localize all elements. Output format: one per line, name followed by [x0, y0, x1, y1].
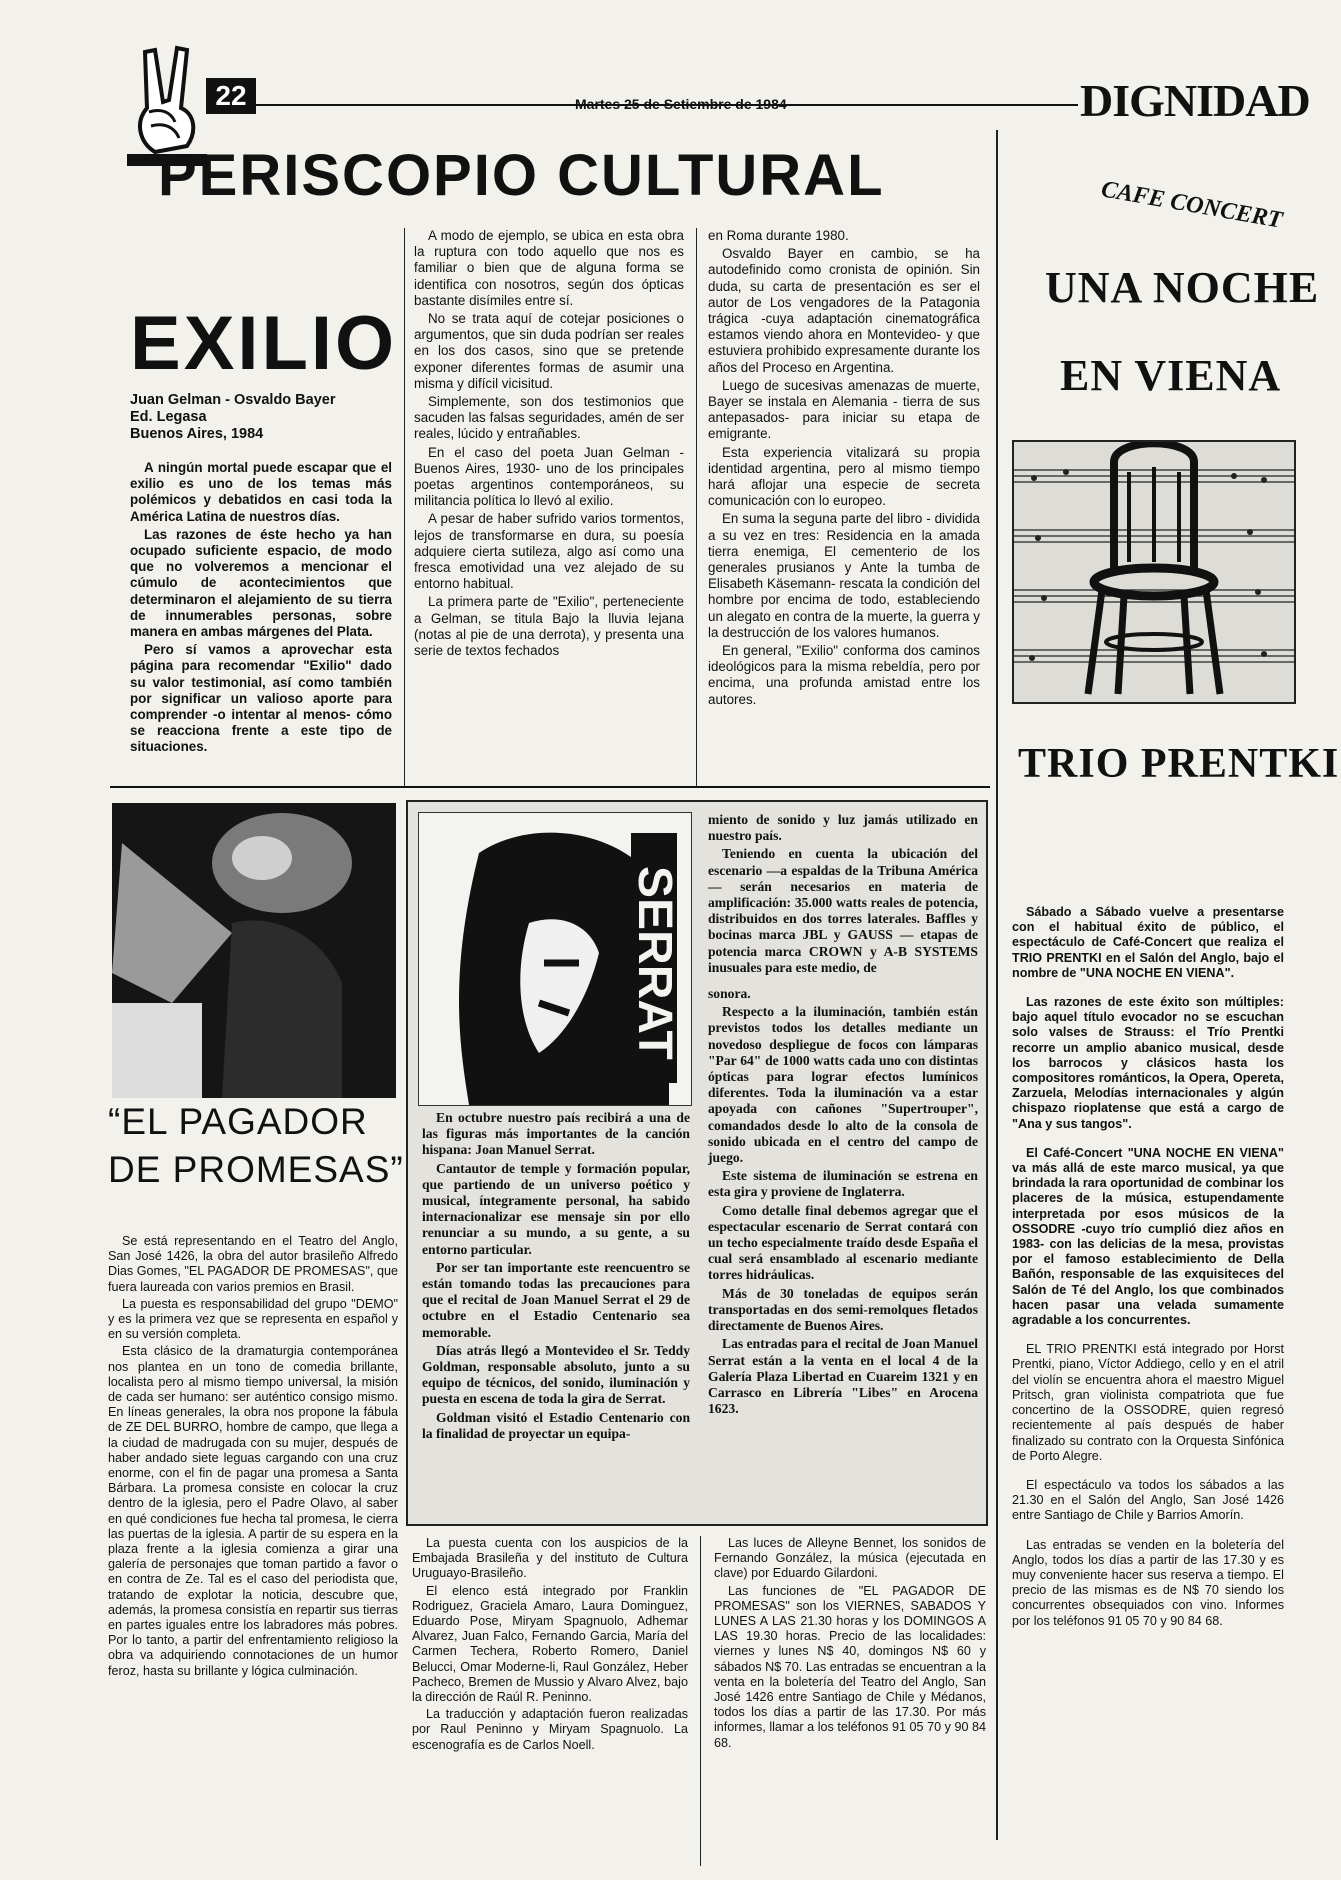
serrat-paragraph: Goldman visitó el Estadio Centenario con la finalidad de proyectar un equipa- [422, 1409, 690, 1441]
theatre-photo [112, 803, 396, 1098]
pagador-paragraph: Las luces de Alleyne Bennet, los sonidos de Fernando González, la música (ejecutada en clave) por Eduardo Gilardoni. [714, 1536, 986, 1581]
cafe-paragraph: El espectáculo va todos los sábados a las 21.30 en el Salón del Anglo, San José 1426 entre Santiago de Chile y Barrios Amorín. [1012, 1477, 1284, 1523]
credit-place: Buenos Aires, 1984 [130, 426, 264, 442]
exilio-col-2 [414, 228, 684, 661]
exilio-paragraph: A modo de ejemplo, se ubica en esta obra la ruptura con todo aquello que nos es familiar o bien que de alguna forma se identifica con nosotros, según dos ópticas bastante disímiles entre sí. [414, 228, 684, 308]
exilio-paragraph: Simplemente, son dos testimonios que sacuden las falsas seguridades, amén de ser reales, lúcido y entrañables. [414, 394, 684, 442]
pagador-paragraph: Se está representando en el Teatro del Anglo, San José 1426, la obra del autor brasileño Alfredo Dias Gomes, "EL PAGADOR DE PROMESAS", que fuera laureada con varios premios en Brasil. [108, 1234, 398, 1294]
pagador-col-2 [412, 1536, 688, 1755]
exilio-paragraph: A ningún mortal puede escapar que el exilio es uno de los temas más polémicos y debatidos en casi toda la América Latina de nuestros días. [130, 460, 392, 524]
exilio-paragraph: En suma la seguna parte del libro - dividida a su vez en tres: Residencia en la amada tierra enemiga, El cementerio de los generales prusianos y Ante la tumba de Elisabeth Käsemann- rescata la condición del hombre por encima de todo, estableciendo un alegato en contra de la muerte, la guerra y la destrucción de los valores humanos. [708, 511, 980, 640]
credit-authors: Juan Gelman - Osvaldo Bayer [130, 392, 336, 408]
pagador-paragraph: La traducción y adaptación fueron realizadas por Raul Peninno y Miryam Spagnuolo. La escenografía es de Carlos Noell. [412, 1707, 688, 1752]
cafe-paragraph: Las entradas se venden en la boletería del Anglo, todos los días a partir de las 17.30 y es muy conveniente hacer sus reserva a tiempo. El precio de las mismas es de N$ 70 siendo los concurrentes obsequiados con vino. Informes por los teléfonos 91 05 70 y 90 84 68. [1012, 1537, 1284, 1628]
exilio-paragraph: En general, "Exilio" conforma dos caminos ideológicos para la misma rebeldía, pero por encima, una profunda amistad entre los autores. [708, 643, 980, 707]
cafe-body [1012, 905, 1284, 1631]
pagador-col-3 [714, 1536, 986, 1753]
cafe-paragraph: Las razones de este éxito son múltiples: bajo aquel título evocador no se escuchan solo valses de Strauss: el Trío Prentki recorre un amplio abanico musical, desde los barrocos y clásicos hasta los compositores románticos, la Opera, Opereta, Zarzuela, Melodías internacionales y algún chispazo rioplatense que está a cargo de "Ana y sus tangos". [1012, 995, 1284, 1131]
serrat-col-1 [422, 1110, 690, 1444]
exilio-paragraph: La primera parte de "Exilio", perteneciente a Gelman, se titula Bajo la lluvia lejana (notas al pie de una derrota), y presenta una serie de textos fechados [414, 594, 684, 659]
chair-sheet-music-art [1014, 442, 1294, 702]
serrat-paragraph: En octubre nuestro país recibirá a una de las figuras más importantes de la canción hispana: Joan Manuel Serrat. [422, 1110, 690, 1158]
cafe-paragraph: EL TRIO PRENTKI está integrado por Horst Prentki, piano, Víctor Addiego, cello y en el atril del violín se encuentra ahora el maestro Miguel Pritsch, gran violinista compatriota que fue concertino de la OSSODRE, quien regresó recientemente al país después de haber finalizado su contrato con la Orquesta Sinfónica de Porto Alegre. [1012, 1342, 1284, 1463]
serrat-paragraph: Como detalle final debemos agregar que el espectacular escenario de Serrat contará con un techo especialmente traído desde España el cual será ensamblado al escenario mediante torres hidráulicas. [708, 1202, 978, 1283]
section-rule [110, 786, 990, 788]
exilio-credits [130, 392, 336, 443]
serrat-photo-caption: SERRAT [628, 866, 681, 1060]
serrat-col-2 [708, 812, 978, 1419]
serrat-paragraph: miento de sonido y luz jamás utilizado en nuestro país. [708, 812, 978, 844]
column-divider [696, 228, 697, 786]
exilio-paragraph: A pesar de haber sufrido varios tormentos, lejos de transformarse en dura, su poesía adquiere cierta sutileza, algo así como una fresca emotividad una vez alejado de su entorno habitual. [414, 511, 684, 592]
column-divider [404, 228, 405, 786]
serrat-paragraph: Cantautor de temple y formación popular, que partiendo de un universo poético y musical, íntegramente personal, ha sabido internacionalizar ese mensaje sin por ello renunciar a su mundo, a su gente, a su entorno particular. [422, 1160, 690, 1257]
pagador-title [108, 1098, 404, 1194]
exilio-paragraph: En el caso del poeta Juan Gelman - Buenos Aires, 1930- uno de los principales poetas argentinos contemporáneos, su militancia política lo llevó al exilio. [414, 444, 684, 509]
exilio-title: EXILIO [130, 301, 398, 386]
serrat-paragraph: Por ser tan importante este reencuentro se están tomando todas las precauciones para que el recital de Joan Manuel Serrat el 29 de octubre en el Estadio Centenario sea memorable. [422, 1259, 690, 1340]
serrat-paragraph: sonora. [708, 986, 751, 1002]
pagador-paragraph: La puesta cuenta con los auspicios de la Embajada Brasileña y del instituto de Cultura Uruguayo-Brasileño. [412, 1536, 688, 1581]
column-divider [700, 1536, 701, 1866]
issue-date: Martes 25 de Setiembre de 1984 [575, 96, 787, 112]
pagador-paragraph: El elenco está integrado por Franklin Rodriguez, Graciela Amaro, Laura Dominguez, Eduardo Pose, Miryam Spagnuolo, Adhemar Alvarez, Juan Falco, Fernando Garcia, María del Carmen Techera, Roberto Romero, Daniel Belucci, Omar Moderne-li, Raul González, Heber Pacheco, Bremen de Mussio y Alvaro Alvez, bajo la dirección de Raúl R. Peninno. [412, 1583, 688, 1705]
exilio-col-1 [130, 460, 392, 758]
cafe-top-label: CAFE CONCERT [1099, 176, 1285, 234]
pagador-paragraph: Las funciones de "EL PAGADOR DE PROMESAS" son los VIERNES, SABADOS Y LUNES A LAS 21.30 horas y los DOMINGOS A LAS 19.30 horas. Precio de las localidades: viernes y lunes N$ 40, domingos N$ 60 y sábados N$ 70. Las entradas se encuentran a la venta en la boletería del Teatro del Anglo, San José 1426 entre Santiago de Chile y Médanos, todos los días a partir de las 17.30. Por más informes, llamar a los teléfonos 91 05 70 y 90 84 68. [714, 1583, 986, 1750]
section-title: PERISCOPIO CULTURAL [158, 143, 885, 208]
cafe-paragraph: Sábado a Sábado vuelve a presentarse con el habitual éxito de público, el espectáculo de Café-Concert que realiza el TRIO PRENTKI en el Salón del Anglo, bajo el nombre de "UNA NOCHE EN VIENA". [1012, 905, 1284, 980]
newspaper-brand: DIGNIDAD [1080, 75, 1310, 126]
serrat-paragraph: Días atrás llegó a Montevideo el Sr. Teddy Goldman, responsable absoluto, junto a su equipo de técnicos, del sonido, iluminación y puesta en escena de toda la gira de Serrat. [422, 1342, 690, 1407]
pagador-title-line: “EL PAGADOR [108, 1101, 368, 1142]
exilio-paragraph: en Roma durante 1980. [708, 228, 849, 243]
pagador-title-line: DE PROMESAS” [108, 1149, 404, 1190]
serrat-paragraph: Respecto a la iluminación, también están previstos todos los detalles mediante un novedoso despliegue de focos con lámparas "Par 64" de 1000 watts cada uno con distintas ópticas para lograr efectos lumínicos diferentes. Toda la iluminación va a estar apoyada con cañones "Supertrouper", comandados desde lo alto de la consola de sonido ubicada en el centro del campo de juego. [708, 1004, 978, 1166]
pagador-paragraph: Esta clásico de la dramaturgia contemporánea nos plantea en un tono de comedia brillante, localista pero al mismo tiempo universal, la misión de cada ser humano: ser auténtico consigo mismo. En líneas generales, la obra nos propone la fábula de ZE DEL BURRO, hombre de campo, que llega a la ciudad de madrugada con su mujer, después de haber andado siete leguas cargando con una cruz enorme, con el fin de pagar una promesa a Santa Bárbara. La promesa consiste en colocar la cruz dentro de la iglesia, pero el Padre Olavo, al saber en qué condiciones fue hecha tal promesa, le cierra las puertas de la iglesia. A partir de su espera en la plaza frente a la iglesia comienza a girar una galería de personajes que toman partido a favor o en contra de Ze. Tal es el caso del periodista que, tratando de explotar la noticia, descubre que, además, la promesa consistía en repartir sus tierras en partes iguales entre los labradores más pobres. Por lo tanto, a partir del enfrentamiento religioso la obra va adquiriendo connotaciones de un humor feroz, hasta su brillante y lógica culminación. [108, 1344, 398, 1678]
serrat-photo [418, 812, 692, 1106]
cafe-paragraph: El Café-Concert "UNA NOCHE EN VIENA" va más allá de este marco musical, ya que brindada la rara oportunidad de combinar los placeres de la música, estupendamente interpretada por esos músicos de la OSSODRE -cuyo trío cumplió diez años en 1983- con las delicias de la mesa, provistas por el famoso establecimiento de Della Bañón, responsable de las exquisiteces del Salón de Té del Anglo, los que combinados hacen pasar una velada sumamente agradable a los concurrentes. [1012, 1145, 1284, 1328]
serrat-paragraph: Teniendo en cuenta la ubicación del escenario —a espaldas de la Tribuna América— serán necesarios en materia de amplificación: 35.000 watts reales de potencia, distribuidos en dos torres laterales. Baffles y bocinas marca JBL y GAUSS — etapas de potencia marca CROWN y A-B SYSTEMS inusuales para este medio, de [708, 846, 978, 975]
cafe-group-name: TRIO PRENTKI [1018, 741, 1340, 787]
serrat-paragraph: Más de 30 toneladas de equipos serán transportadas en dos semi-remolques fletados directamente de Buenos Aires. [708, 1285, 978, 1334]
serrat-paragraph: Este sistema de iluminación se estrena en esta gira y proviene de Inglaterra. [708, 1168, 978, 1200]
cafe-illustration [1012, 440, 1296, 704]
exilio-paragraph: No se trata aquí de cotejar posiciones o argumentos, que sin duda podrían ser reales en los dos casos, sino que se pretende exponer diferentes formas de asumir una misma y difícil vicisitud. [414, 311, 684, 391]
exilio-paragraph: Las razones de éste hecho ya han ocupado suficiente espacio, de modo que no volveremos a mencionar el cúmulo de acontecimientos que determinaron el alejamiento de su tierra de innumerables personas, sobre manera en ambas márgenes del Plata. [130, 526, 392, 640]
page-number: 22 [206, 78, 256, 114]
exilio-paragraph: Pero sí vamos a aprovechar esta página para recomendar "Exilio" dado su valor testimonial, así como también por significar un valioso aporte para comprender -o intentar al menos- cómo se reacciona frente a este tipo de situaciones. [130, 642, 392, 755]
exilio-paragraph: Osvaldo Bayer en cambio, se ha autodefinido como cronista de opinión. Sin duda, su carta de presentación es ser el autor de Los vengadores de la Patagonia trágica -cuya adaptación cinematográfica estamos viendo ahora en Montevideo- y que estuviera prohibido expresamente durante los años del Proceso en Argentina. [708, 246, 980, 375]
exilio-paragraph: Esta experiencia vitalizará su propia identidad argentina, pero al mismo tiempo hará aflojar una especie de secreta comunicación con lo europeo. [708, 444, 980, 509]
exilio-col-3 [708, 228, 980, 710]
cafe-title-line-1: UNA NOCHE [1045, 263, 1320, 312]
pagador-paragraph: La puesta es responsabilidad del grupo "DEMO" y es la primera vez que se representa en español y en su versión completa. [108, 1296, 398, 1342]
theatre-photo-art [112, 803, 396, 1098]
credit-publisher: Ed. Legasa [130, 409, 207, 425]
cafe-title-line-2: EN VIENA [1060, 351, 1282, 400]
exilio-paragraph: Luego de sucesivas amenazas de muerte, Bayer se instala en Alemania - tierra de sus antepasados- para iniciar su etapa de emigrante. [708, 377, 980, 442]
pagador-col-1 [108, 1234, 398, 1681]
serrat-paragraph: Las entradas para el recital de Joan Manuel Serrat están a la venta en el local 4 de la Galería Plaza Libertad en Cuareim 1321 y en Carrasco en Librería "Libes" en Arocena 1623. [708, 1336, 978, 1417]
